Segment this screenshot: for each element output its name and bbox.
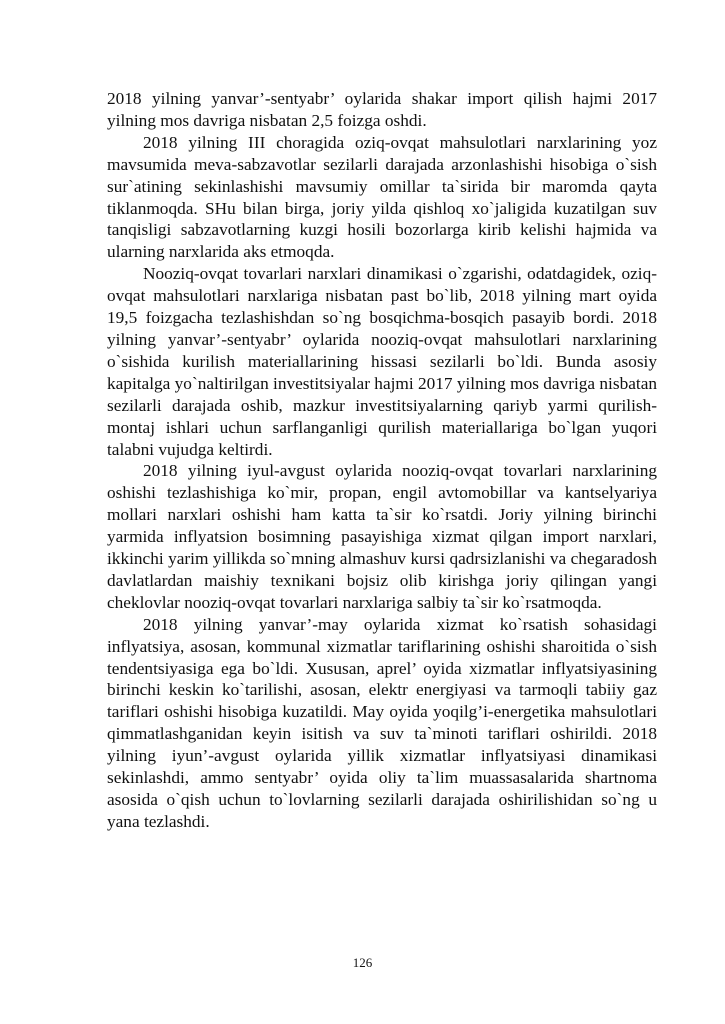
paragraph-shakar-import: 2018 yilning yanvar’-sentyabr’ oylarida shakar import qilish hajmi 2017 yilning mos davriga nisbatan 2,5 foizga oshdi. bbox=[107, 89, 657, 130]
paragraph-nooziq-ovqat-dinamikasi: Nooziq-ovqat tovarlari narxlari dinamikasi o`zgarishi, odatdagidek, oziq-ovqat mahsulotlari narxlariga nisbatan past bo`lib, 2018 yilning mart oyida 19,5 foizgacha tezlashishdan so`ng bosqichma-bosqich pasayib bordi. 2018 yilning yanvar’-sentyabr’ oylarida nooziq-ovqat mahsulotlari narxlarining o`sishida kurilish materiallarining hissasi sezilarli bo`ldi. Bunda asosiy kapitalga yo`naltirilgan investitsiyalar hajmi 2017 yilning mos davriga nisbatan sezilarli darajada oshib, mazkur investitsiyalarning qariyb yarmi qurilish-montaj ishlari uchun sarflanganligi qurilish materiallariga bo`lgan yuqori talabni vujudga keltirdi. bbox=[107, 264, 658, 459]
page-number: 126 bbox=[352, 955, 373, 970]
document-body bbox=[107, 88, 657, 833]
paragraph-iyul-avgust: 2018 yilning iyul-avgust oylarida nooziq-ovqat tovarlari narxlarining oshishi tezlashishiga ko`mir, propan, engil avtomobillar va kantselyariya mollari narxlari oshishi ham katta ta`sir ko`rsatdi. Joriy yilning birinchi yarmida inflyatsion bosimning pasayishiga xizmat qilgan import narxlari, ikkinchi yarim yillikda so`mning almashuv kursi qadrsizlanishi va chegaradosh davlatlardan maishiy texnikani bojsiz olib kirishga joriy qilingan yangi cheklovlar nooziq-ovqat tovarlari narxlariga salbiy ta`sir ko`rsatmoqda. bbox=[107, 461, 657, 612]
paragraph-xizmatlar-inflyatsiyasi: 2018 yilning yanvar’-may oylarida xizmat ko`rsatish sohasidagi inflyatsiya, asosan, kommunal xizmatlar tariflarining oshishi sharoitida o`sish tendentsiyasiga ega bo`ldi. Xususan, aprel’ oyida xizmatlar inflyatsiyasining birinchi keskin ko`tarilishi, asosan, elektr energiyasi va tarmoqli tabiiy gaz tariflari oshishi hisobiga kuzatildi. May oyida yoqilg’i-energetika mahsulotlari qimmatlashganidan keyin isitish va suv ta`minoti tariflari oshirildi. 2018 yilning iyun’-avgust oylarida yillik xizmatlar inflyatsiyasi dinamikasi sekinlashdi, ammo sentyabr’ oyida oliy ta`lim muassasalarida shartnoma asosida o`qish uchun to`lovlarning sezilarli darajada oshirilishidan so`ng u yana tezlashdi. bbox=[107, 614, 657, 831]
paragraph-oziq-ovqat-narxlari: 2018 yilning III choragida oziq-ovqat mahsulotlari narxlarining yoz mavsumida meva-sabzavotlar sezilarli darajada arzonlashishi hisobiga o`sish sur`atining sekinlashishi mavsumiy omillar ta`sirida bir maromda qayta tiklanmoqda. SHu bilan birga, joriy yilda qishloq xo`jaligida kuzatilgan suv tanqisligi sabzavotlarning kuzgi hosili bozorlarga kirib kelishi hajmida va ularning narxlarida aks etmoqda. bbox=[107, 132, 657, 262]
